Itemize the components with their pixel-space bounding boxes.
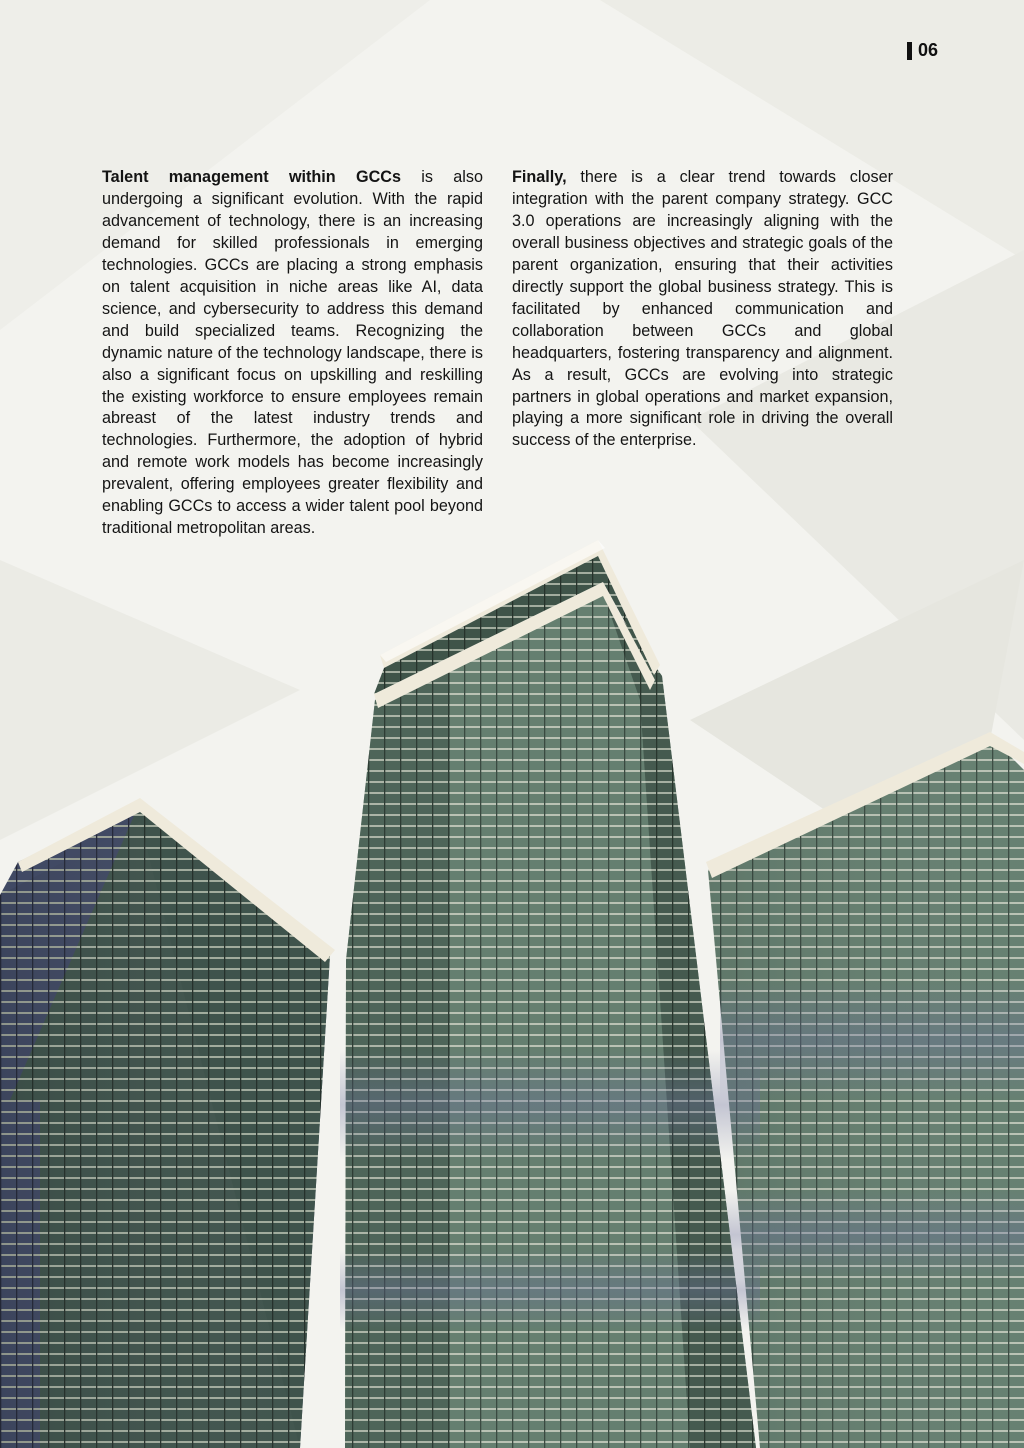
right-column-body: there is a clear trend towards closer integration with the parent company strategy. GCC 3.0 operations are increasingly aligning with the overall business objectives and strategic goals of the parent organization, ensuring that their activities directly support the global business strategy. This is facilitated by enhanced communication and collaboration between GCCs and global headquarters, fostering transparency and alignment. As a result, GCCs are evolving into strategic partners in global operations and market expansion, playing a more significant role in driving the overall success of the enterprise. — [512, 168, 893, 450]
page-number: 06 — [917, 40, 938, 60]
left-column-paragraph — [102, 167, 483, 540]
right-column-paragraph — [512, 167, 893, 452]
right-column-lead: Finally, — [512, 168, 567, 186]
page-marker — [907, 40, 938, 61]
left-column-lead: Talent management within GCCs — [102, 168, 401, 186]
page-marker-bar — [907, 42, 912, 60]
left-column-body: is also undergoing a significant evolution. With the rapid advancement of technology, there is an increasing demand for skilled professionals in emerging technologies. GCCs are placing a strong emphasis on talent acquisition in niche areas like AI, data science, and cybersecurity to address this demand and build specialized teams. Recognizing the dynamic nature of the technology landscape, there is also a significant focus on upskilling and reskilling the existing workforce to ensure employees remain abreast of the latest industry trends and technologies. Furthermore, the adoption of hybrid and remote work models has become increasingly prevalent, offering employees greater flexibility and enabling GCCs to access a wider talent pool beyond traditional metropolitan areas. — [102, 168, 483, 538]
